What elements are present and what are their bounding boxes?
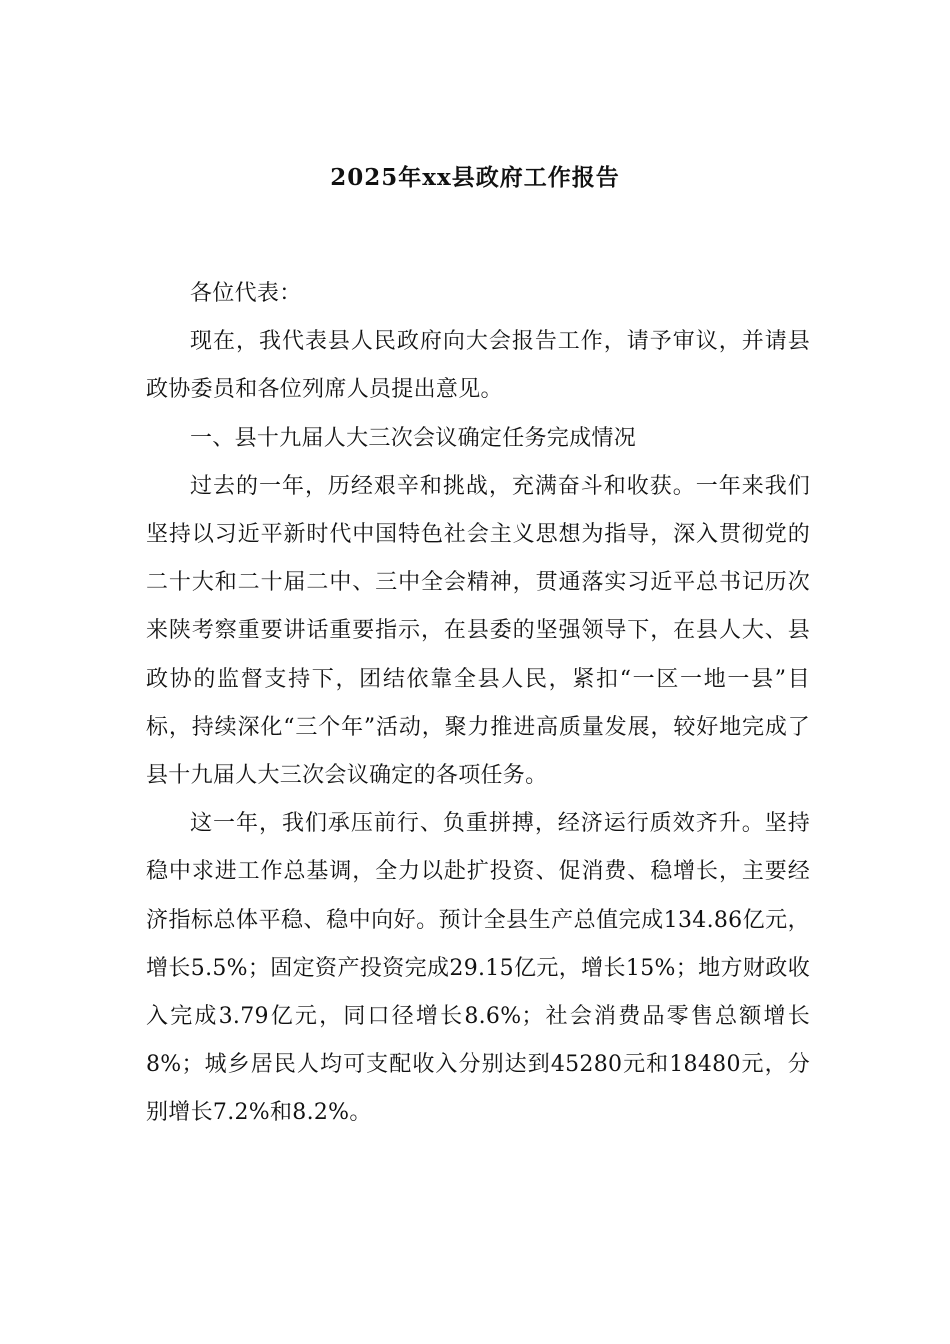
- salutation: 各位代表：: [190, 281, 302, 306]
- paragraph-economy: 这一年，我们承压前行、负重拼搏，经济运行质效齐升。坚持稳中求进工作总基调，全力以赴扩投资、促消费、稳增长，主要经济指标总体平稳、稳中向好。预计全县生产总值完成134.86亿元，增长5.5%；固定资产投资完成29.15亿元，增长15%；地方财政收入完成3.79亿元，同口径增长8.6%；社会消费品零售总额增长8%；城乡居民人均可支配收入分别达到45280元和18480元，分别增长7.2%和8.2%。: [146, 811, 810, 1126]
- document-body: [146, 270, 810, 1138]
- section-heading: 一、县十九届人大三次会议确定任务完成情况: [190, 425, 637, 451]
- paragraph-review: 过去的一年，历经艰辛和挑战，充满奋斗和收获。一年来我们坚持以习近平新时代中国特色社会主义思想为指导，深入贯彻党的二十大和二十届二中、三中全会精神，贯通落实习近平总书记历次来陕考察重要讲话重要指示，在县委的坚强领导下，在县人大、县政协的监督支持下，团结依靠全县人民，紧扣“一区一地一县”目标，持续深化“三个年”活动，聚力推进高质量发展，较好地完成了县十九届人大三次会议确定的各项任务。: [146, 473, 810, 789]
- document-title: 2025年xx县政府工作报告: [330, 164, 620, 191]
- paragraph-intro: 现在，我代表县人民政府向大会报告工作，请予审议，并请县政协委员和各位列席人员提出意见。: [146, 329, 810, 403]
